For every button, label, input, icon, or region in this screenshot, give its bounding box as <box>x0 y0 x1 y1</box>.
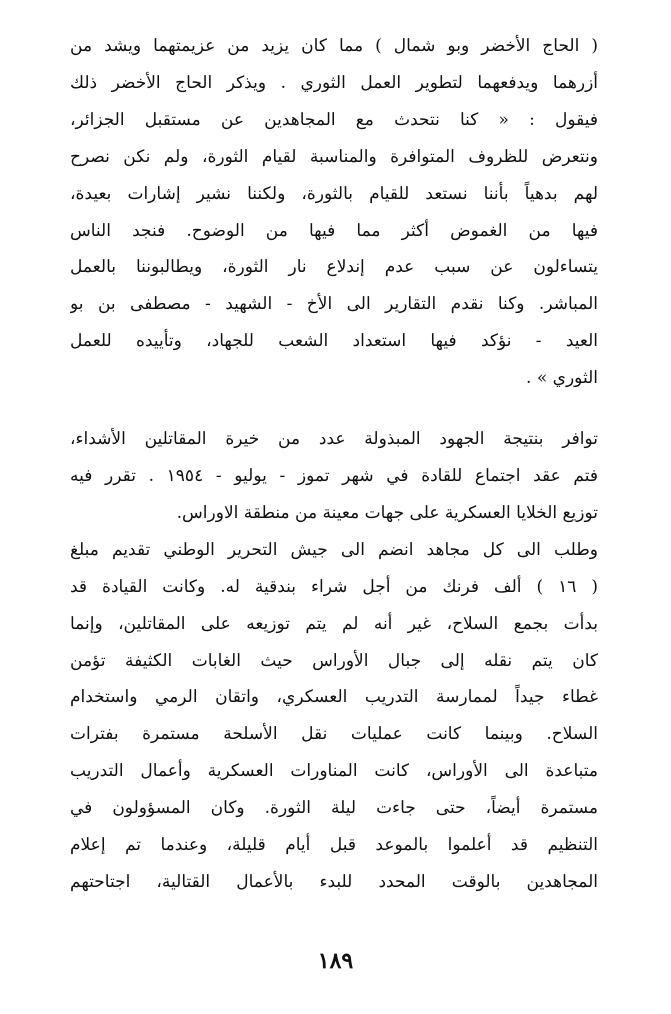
text-line: مستمرة أيضاً، حتى جاءت ليلة الثورة. وكان المسؤولون في <box>70 798 598 819</box>
text-line: يتساءلون عن سبب عدم إندلاع نار الثورة، ويطالبوننا بالعمل <box>70 257 598 278</box>
text-line: العيد - نؤكد فيها استعداد الشعب للجهاد، وتأييده للعمل <box>70 331 598 352</box>
paragraph-body <box>70 421 598 901</box>
text-line: فيقول : « كنا نتحدث مع المجاهدين عن مستقبل الجزائر، <box>70 109 598 130</box>
text-line: المباشر. وكنا نقدم التقارير الى الأخ - الشهيد - مصطفى بن بو <box>70 294 598 315</box>
text-line: توافر بنتيجة الجهود المبذولة عدد من خيرة المقاتلين الأشداء، <box>70 429 598 450</box>
text-line: متباعدة الى الأوراس، كانت المناورات العسكرية وأعمال التدريب <box>70 761 598 782</box>
text-line: ونتعرض للظروف المتوافرة والمناسبة لقيام الثورة، ولم نكن نصرح <box>70 146 598 167</box>
text-line: المجاهدين بالوقت المحدد للبدء بالأعمال القتالية، اجتاحتهم <box>70 871 598 892</box>
text-line: فيها من الغموض أكثر مما فيها من الوضوح. فنجد الناس <box>70 220 598 241</box>
text-line: أزرهما ويدفعهما لتطوير العمل الثوري . ويذكر الحاج الأخضر ذلك <box>70 72 598 93</box>
page-number: ١٨٩ <box>317 948 354 974</box>
text-line: توزيع الخلايا العسكرية على جهات معينة من منطقة الاوراس. <box>176 502 598 523</box>
text-line: فتم عقد اجتماع للقادة في شهر تموز - يوليو - ١٩٥٤ . تقرر فيه <box>70 465 598 486</box>
paragraph-spacer <box>70 397 598 421</box>
text-line: التنظيم قد أعلموا بالموعد قبل أيام قليلة، وعندما تم إعلام <box>70 835 598 856</box>
book-page <box>70 28 598 901</box>
text-line: لهم بدهياً بأننا نستعد للقيام بالثورة، ولكننا نشير إشارات بعيدة، <box>70 183 598 204</box>
text-line: الثوري » . <box>526 368 598 389</box>
text-line: غطاء جيداً لممارسة التدريب العسكري، واتقان الرمي واستخدام <box>70 687 598 708</box>
paragraph-quote <box>70 28 598 397</box>
text-line: السلاح. وبينما كانت عمليات نقل الأسلحة مستمرة بفترات <box>70 724 598 745</box>
text-line: ( الحاج الأخضر وبو شمال ) مما كان يزيد من عزيمتهما ويشد من <box>70 36 598 56</box>
text-line: ( ١٦ ) ألف فرنك من أجل شراء بندقية له. وكانت القيادة قد <box>70 576 598 597</box>
text-line: كان يتم نقله إلى جبال الأوراس حيث الغابات الكثيفة تؤمن <box>70 650 598 671</box>
text-line: وطلب الى كل مجاهد انضم الى جيش التحرير الوطني تقديم مبلغ <box>70 539 598 560</box>
text-line: بدأت بجمع السلاح، غير أنه لم يتم توزيعه على المقاتلين، وإنما <box>70 613 598 634</box>
